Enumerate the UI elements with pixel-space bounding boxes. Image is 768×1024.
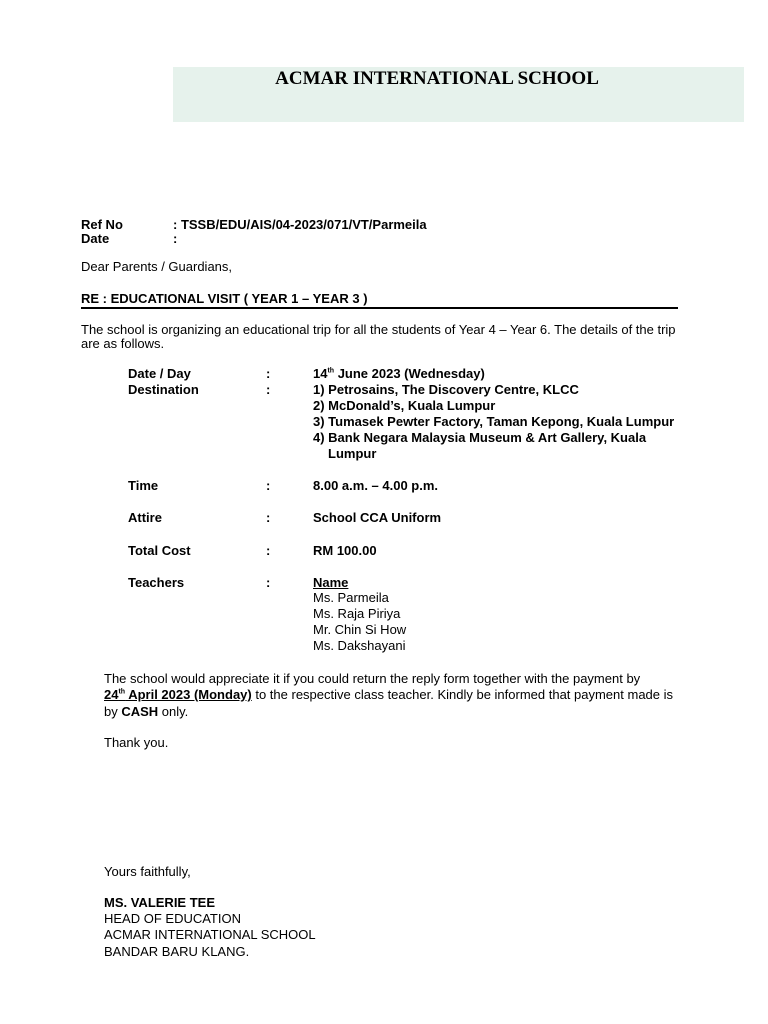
date-value: : xyxy=(173,231,178,246)
payment-method: CASH xyxy=(121,704,159,719)
closing-line-2: 24th April 2023 (Monday) to the respective class teacher. Kindly be informed that payment made is xyxy=(104,687,674,702)
intro-line-2: are as follows. xyxy=(81,336,165,351)
detail-time-label: Time xyxy=(128,478,159,493)
closing-line-1: The school would appreciate it if you could return the reply form together with the payment by xyxy=(104,671,641,686)
ref-no-label: Ref No xyxy=(81,217,123,232)
payment-deadline: 24th April 2023 (Monday) xyxy=(104,687,252,702)
ref-no-value: : TSSB/EDU/AIS/04-2023/071/VT/Parmeila xyxy=(173,217,427,232)
teacher-name: Ms. Raja Piriya xyxy=(313,606,401,621)
detail-colon: : xyxy=(266,543,271,558)
closing-line-3: by CASH only. xyxy=(104,704,189,719)
signatory-name: MS. VALERIE TEE xyxy=(104,895,215,910)
thank-you: Thank you. xyxy=(104,735,169,750)
detail-attire-value: School CCA Uniform xyxy=(313,510,442,525)
detail-time-value: 8.00 a.m. – 4.00 p.m. xyxy=(313,478,439,493)
subject-underline xyxy=(81,307,678,309)
signatory-title: HEAD OF EDUCATION xyxy=(104,911,241,926)
school-title: ACMAR INTERNATIONAL SCHOOL xyxy=(275,68,599,89)
detail-destination-label: Destination xyxy=(128,382,199,397)
detail-colon: : xyxy=(266,575,271,590)
teachers-name-heading: Name xyxy=(313,575,349,590)
signatory-school: ACMAR INTERNATIONAL SCHOOL xyxy=(104,927,316,942)
detail-cost-label: Total Cost xyxy=(128,543,191,558)
detail-colon: : xyxy=(266,366,271,381)
destination-item: 2) McDonald’s, Kuala Lumpur xyxy=(313,398,496,413)
signatory-location: BANDAR BARU KLANG. xyxy=(104,944,250,959)
destination-item: 3) Tumasek Pewter Factory, Taman Kepong, Kuala Lumpur xyxy=(313,414,675,429)
detail-teachers-label: Teachers xyxy=(128,575,185,590)
date-label: Date xyxy=(81,231,110,246)
teacher-name: Ms. Parmeila xyxy=(313,590,389,605)
detail-attire-label: Attire xyxy=(128,510,162,525)
valediction: Yours faithfully, xyxy=(104,864,191,879)
subject-line: RE : EDUCATIONAL VISIT ( YEAR 1 – YEAR 3 ) xyxy=(81,291,368,306)
detail-date-value: 14th June 2023 (Wednesday) xyxy=(313,366,485,381)
destination-item: 4) Bank Negara Malaysia Museum & Art Gallery, Kuala xyxy=(313,430,647,445)
detail-colon: : xyxy=(266,510,271,525)
detail-cost-value: RM 100.00 xyxy=(313,543,377,558)
detail-colon: : xyxy=(266,382,271,397)
intro-line-1: The school is organizing an educational trip for all the students of Year 4 – Year 6. The details of the trip xyxy=(81,322,676,337)
destination-item-continued: Lumpur xyxy=(328,446,377,461)
destination-item: 1) Petrosains, The Discovery Centre, KLCC xyxy=(313,382,579,397)
detail-date-label: Date / Day xyxy=(128,366,191,381)
salutation: Dear Parents / Guardians, xyxy=(81,259,233,274)
detail-colon: : xyxy=(266,478,271,493)
teacher-name: Mr. Chin Si How xyxy=(313,622,407,637)
teacher-name: Ms. Dakshayani xyxy=(313,638,406,653)
